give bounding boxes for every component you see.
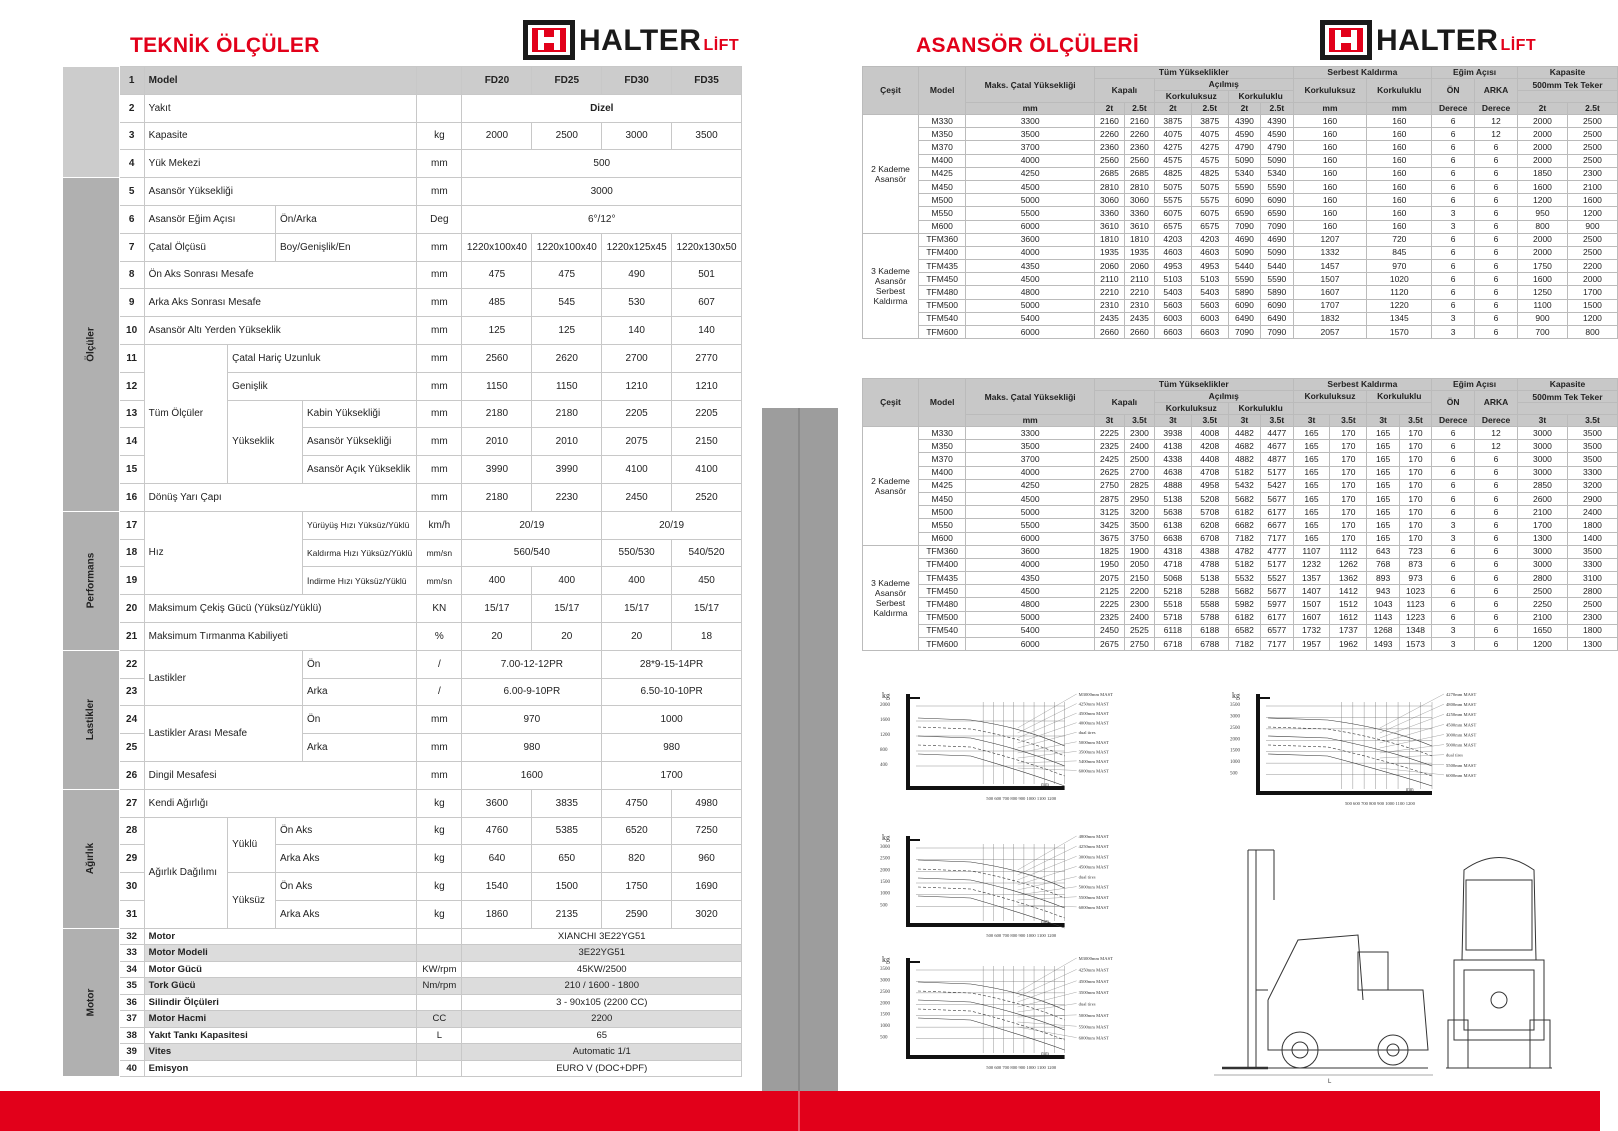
y-tick-label: 1000 — [880, 1024, 890, 1030]
load-chart-1 — [880, 688, 1150, 818]
y-tick-label: 1500 — [1230, 748, 1240, 754]
mast-label: 4500mm MAST — [1446, 722, 1477, 728]
mast-row: M370 3700 2425 2500 4338 4408 4882 4877 165 170 165 170 6 6 3000 3500 — [863, 453, 1618, 466]
load-curve — [918, 745, 1065, 776]
mast-label: 3000mm MAST — [1446, 732, 1477, 738]
section-agirlik: Ağırlık — [63, 789, 120, 928]
mast-row: TFM400 4000 1935 1935 4603 4603 5090 5090 1332 845 6 6 2000 2500 — [863, 246, 1618, 259]
section-performans: Performans — [63, 511, 120, 650]
x-tick-labels: 500 600 700 800 900 1000 1100 1200 — [986, 933, 1057, 938]
y-tick-label: 1600 — [880, 718, 890, 723]
y-tick-label: 3500 — [880, 967, 890, 972]
y-tick-label: 1200 — [880, 733, 890, 738]
chart-mm-label: mm — [1041, 1052, 1049, 1057]
y-tick-label: 1500 — [880, 1012, 890, 1018]
fork-outline — [908, 836, 1065, 925]
mast-row: TFM540 5400 2435 2435 6003 6003 6490 6490 1832 1345 3 6 900 1200 — [863, 312, 1618, 325]
motor-row: 34 Motor Gücü KW/rpm 45KW/2500 — [63, 961, 742, 978]
load-chart-3 — [880, 830, 1150, 955]
mast-row: M450 4500 2875 2950 5138 5208 5682 5677 165 170 165 170 6 6 2600 2900 — [863, 492, 1618, 505]
chart-mm-label: mm — [1041, 783, 1049, 788]
mast-label: 3500mm MAST — [1078, 749, 1109, 755]
mast-label: 5500mm MAST — [1446, 762, 1477, 768]
mast-row: TFM540 5400 2450 2525 6118 6188 6582 6577 1732 1737 1268 1348 3 6 1650 1800 — [863, 624, 1618, 637]
load-chart-4 — [880, 952, 1150, 1087]
mast-label: dual tires — [1078, 874, 1096, 880]
motor-row: 37 Motor Hacmi CC 2200 — [63, 1011, 742, 1028]
mast-row: M350 3500 2260 2260 4075 4075 4590 4590 160 160 6 12 2000 2500 — [863, 128, 1618, 141]
y-tick-label: 2500 — [880, 989, 890, 995]
mast-row: TFM450 4500 2125 2200 5218 5288 5682 5677 1407 1412 943 1023 6 6 2500 2800 — [863, 585, 1618, 598]
mast-row: TFM435 4350 2060 2060 4953 4953 5440 5440 1457 970 6 6 1750 2200 — [863, 260, 1618, 273]
y-tick-label: 1000 — [1230, 760, 1240, 766]
mast-row: TFM400 4000 1950 2050 4718 4788 5182 5177 1232 1262 768 873 6 6 3000 3300 — [863, 558, 1618, 571]
mast-label: dual tires — [1446, 752, 1463, 758]
forklift-rear-view-drawing — [1444, 840, 1554, 1085]
y-tick-label: 1500 — [880, 880, 890, 885]
x-tick-labels: 500 600 700 800 900 1000 1100 1200 — [986, 796, 1057, 801]
mast-label: 6000mm MAST — [1446, 772, 1477, 778]
mast-row: TFM450 4500 2110 2110 5103 5103 5590 5590 1507 1020 6 6 1600 2000 — [863, 273, 1618, 286]
bottom-red-bar — [0, 1091, 1600, 1131]
mast-row: M370 3700 2360 2360 4275 4275 4790 4790 160 160 6 6 2000 2500 — [863, 141, 1618, 154]
chart-kg-label: kg — [882, 833, 890, 842]
mast-label: 4500mm MAST — [1078, 864, 1109, 870]
mast-label: 5000mm MAST — [1078, 739, 1109, 745]
load-curve — [918, 869, 1065, 898]
mast-row: M425 4250 2750 2825 4888 4958 5432 5427 165 170 165 170 6 6 2850 3200 — [863, 479, 1618, 492]
mast-row: TFM500 5000 2325 2400 5718 5788 6182 6177 1607 1612 1143 1223 6 6 2100 2300 — [863, 611, 1618, 624]
y-tick-label: 2500 — [1230, 725, 1240, 731]
y-tick-label: 2000 — [1230, 737, 1240, 743]
halter-logo-right: HALTER LİFT — [1320, 20, 1540, 62]
chart-mm-label: mm — [1405, 788, 1414, 793]
mast-label: M3000mm MAST — [1078, 692, 1113, 697]
y-tick-label: 3000 — [880, 978, 890, 984]
mast-row: M600 6000 3610 3610 6575 6575 7090 7090 160 160 3 6 800 900 — [863, 220, 1618, 233]
mast-label: 4250mm MAST — [1446, 712, 1477, 718]
mast-label: 4270mm MAST — [1446, 692, 1477, 697]
load-curve — [918, 1009, 1065, 1040]
motor-row: 40 Emisyon EURO V (DOC+DPF) — [63, 1060, 742, 1077]
y-tick-label: 500 — [1230, 771, 1238, 777]
mast-label: 3000mm MAST — [1078, 854, 1109, 860]
load-curve — [918, 860, 1065, 888]
y-tick-label: 2500 — [880, 856, 890, 862]
y-tick-label: 2000 — [880, 1001, 890, 1007]
load-curve — [918, 1018, 1065, 1050]
fork-outline — [908, 694, 1065, 788]
motor-row: 38 Yakıt Tankı Kapasitesi L 65 — [63, 1027, 742, 1044]
mast-label: 5500mm MAST — [1078, 894, 1109, 900]
mast-row: M500 5000 3125 3200 5638 5708 6182 6177 165 170 165 170 6 6 2100 2400 — [863, 506, 1618, 519]
mast-row: M550 5500 3360 3360 6075 6075 6590 6590 160 160 3 6 950 1200 — [863, 207, 1618, 220]
motor-row: 36 Silindir Ölçüleri 3 - 90x105 (2200 CC) — [63, 994, 742, 1011]
mast-row: TFM435 4350 2075 2150 5068 5138 5532 5527 1357 1362 893 973 6 6 2800 3100 — [863, 572, 1618, 585]
load-curve — [918, 727, 1065, 756]
mast-label: 5000mm MAST — [1078, 1012, 1109, 1018]
mast-label: 3500mm MAST — [1078, 990, 1109, 996]
mast-row: 2 Kademe Asansör M330 3300 2160 2160 3875 3875 4390 4390 160 160 6 12 2000 2500 — [863, 115, 1618, 128]
y-tick-label: 2000 — [880, 868, 890, 874]
load-curve — [1268, 736, 1432, 766]
mast-row: TFM600 6000 2675 2750 6718 6788 7182 7177 1957 1962 1493 1573 3 6 1200 1300 — [863, 638, 1618, 651]
section-motor: Motor — [63, 928, 120, 1077]
motor-row: 35 Tork Gücü Nm/rpm 210 / 1600 - 1800 — [63, 978, 742, 995]
mast-label: 4500mm MAST — [1078, 978, 1109, 984]
load-curve — [918, 887, 1065, 918]
y-tick-label: 3000 — [880, 845, 890, 850]
mast-row: M500 5000 3060 3060 5575 5575 6090 6090 160 160 6 6 1200 1600 — [863, 194, 1618, 207]
y-tick-label: 1000 — [880, 891, 890, 897]
mast-row: M425 4250 2685 2685 4825 4825 5340 5340 160 160 6 6 1850 2300 — [863, 167, 1618, 180]
svg-text:L: L — [1328, 1079, 1332, 1085]
x-tick-labels: 500 600 700 800 900 1000 1100 1200 — [986, 1065, 1057, 1070]
x-tick-labels: 500 600 700 800 900 1000 1100 1200 — [1345, 801, 1415, 806]
load-curve — [1268, 718, 1432, 746]
y-tick-label: 2000 — [880, 703, 890, 708]
y-tick-label: 3000 — [1230, 714, 1240, 720]
forklift-side-view-drawing — [1208, 840, 1440, 1085]
mast-row: TFM480 4800 2225 2300 5518 5588 5982 5977 1507 1512 1043 1123 6 6 2250 2500 — [863, 598, 1618, 611]
mast-label: 6000mm MAST — [1078, 904, 1109, 910]
motor-row: Motor 32 Motor XIANCHI 3E22YG51 — [63, 928, 742, 945]
section-lastikler: Lastikler — [63, 650, 120, 789]
mast-label: 4000mm MAST — [1078, 720, 1109, 726]
mast-row: 2 Kademe Asansör M330 3300 2225 2300 3938 4008 4482 4477 165 170 165 170 6 12 3000 3500 — [863, 427, 1618, 440]
mast-row: M400 4000 2625 2700 4638 4708 5182 5177 165 170 165 170 6 6 3000 3300 — [863, 466, 1618, 479]
mast-label: 5500mm MAST — [1078, 1024, 1109, 1030]
chart-kg-label: kg — [1232, 691, 1240, 700]
mast-row: 3 Kademe Asansör Serbest Kaldırma TFM360 3600 1825 1900 4318 4388 4782 4777 1107 1112 643 723 6 6 3000 3500 — [863, 545, 1618, 558]
y-tick-label: 500 — [880, 1035, 888, 1041]
halter-logo-icon — [1320, 20, 1372, 60]
load-curve — [1268, 745, 1432, 776]
mast-table-3-3.5t: Çeşit Model Maks. Çatal Yüksekliği Tüm Yükseklikler Serbest Kaldırma Eğim Açısı Kapasite Kapalı Açılmış Korkuluksuz Korkuluklu ÖN ARKA 500mm Tek Teker Korkuluksuz Korkuluklu mm 3t 3.5t 3t 3.5t 3t 3.5t 3t 3.5t 3t 3.5t Derece Derece 3t 3.5t 2 Kademe Asansör M330 3300 2225 2300 3938 4008 4482 4477 165 170 165 170 6 12 3000 3500 M350 3500 2325 2400 4138 4208 4682 4677 165 170 165 170 6 12 3000 3500 M370 3700 2425 2500 4338 4408 4882 4877 165 170 165 170 6 6 3000 3500 M400 4000 2625 2700 4638 4708 5182 5177 165 170 165 170 6 6 3000 3300 M425 4250 2750 2825 4888 4958 5432 5427 165 170 165 170 6 6 2850 3200 M450 4500 2875 2950 5138 5208 5682 5677 165 170 165 170 6 6 2600 2900 M500 5000 3125 3200 5638 5708 6182 6177 165 170 165 170 6 6 2100 2400 M550 5500 3425 3500 6138 6208 6682 6677 165 170 165 170 3 6 1700 1800 M600 6000 3675 3750 6638 6708 7182 7177 165 170 165 170 3 6 1300 1400 3 Kademe Asansör Serbest Kaldırma TFM360 3600 1825 1900 4318 4388 4782 4777 1107 1112 643 723 6 6 3000 3500 TFM400 4000 1950 2050 4718 4788 5182 5177 1232 1262 768 873 6 6 3000 3300 TFM435 4350 2075 2150 5068 5138 5532 5527 1357 1362 893 973 6 6 2800 3100 TFM450 4500 2125 2200 5218 5288 5682 5677 1407 1412 943 1023 6 6 2500 2800 TFM480 4800 2225 2300 5518 5588 5982 5977 1507 1512 1043 1123 6 6 2250 2500 TFM500 5000 2325 2400 5718 5788 6182 6177 1607 1612 1143 1223 6 6 2100 2300 TFM540 5400 2450 2525 6118 6188 6582 6577 1732 1737 1268 1348 3 6 1650 1800 TFM600 6000 2675 2750 6718 6788 7182 7177 1957 1962 1493 1573 3 6 1200 1300 — [862, 378, 1618, 651]
mast-row: M550 5500 3425 3500 6138 6208 6682 6677 165 170 165 170 3 6 1700 1800 — [863, 519, 1618, 532]
mast-label: 5000mm MAST — [1446, 742, 1477, 748]
mast-label: 4800mm MAST — [1078, 834, 1109, 839]
mast-label: dual tires — [1078, 730, 1096, 736]
motor-row: 39 Vites Automatic 1/1 — [63, 1044, 742, 1061]
mast-label: dual tires — [1078, 1001, 1096, 1007]
mast-label: 6000mm MAST — [1078, 1035, 1109, 1041]
load-chart-2 — [1230, 688, 1530, 823]
mast-row: M350 3500 2325 2400 4138 4208 4682 4677 165 170 165 170 6 12 3000 3500 — [863, 440, 1618, 453]
load-curve — [918, 718, 1065, 746]
chart-kg-label: kg — [882, 691, 890, 700]
y-tick-label: 500 — [880, 903, 888, 909]
right-title: ASANSÖR ÖLÇÜLERİ — [916, 34, 1139, 57]
load-curve — [1268, 754, 1432, 786]
chart-kg-label: kg — [882, 955, 890, 964]
motor-row: 33 Motor Modeli 3E22YG51 — [63, 945, 742, 962]
y-tick-label: 800 — [880, 748, 888, 753]
technical-spec-table: 1 Model FD20 FD25 FD30 FD35 2 Yakıt Dizel 3 Kapasite kg 2000 2500 3000 3500 4 Yük Mekezi mm 500 Ölçüler 5 Asansör Yüksekliği mm 3000 6 Asansör Eğim Açısı Ön/Arka Deg 6°/12° 7 Çatal Ölçüsü Boy/Genişlik/En mm 1220x100x40 1220x100x40 1220x125x45 1220x130x50 8 Ön Aks Sonrası Mesafe mm 475 475 490 501 9 Arka Aks Sonrası Mesafe mm 485 545 530 607 10 Asansör Altı Yerden Yükseklik mm 125 125 140 140 11 Tüm Ölçüler Çatal Hariç Uzunluk mm 2560 2620 2700 2770 12 Genişlik mm 1150 1150 1210 1210 13 Yükseklik Kabin Yüksekliği mm 2180 2180 2205 2205 14 Asansör Yüksekliği mm 2010 2010 2075 2150 15 Asansör Açık Yükseklik mm 3990 3990 4100 4100 16 Dönüş Yarı Çapı mm 2180 2230 2450 2520 Performans 17 Hız Yürüyüş Hızı Yüksüz/Yüklü km/h 20/19 20/19 18 Kaldırma Hızı Yüksüz/Yüklü mm/sn 560/540 550/530 540/520 19 İndirme Hızı Yüksüz/Yüklü mm/sn 400 400 400 450 20 Maksimum Çekiş Gücü (Yüksüz/Yüklü) KN 15/17 15/17 15/17 15/17 21 Maksimum Tırmanma Kabiliyeti % 20 20 20 18 Lastikler 22 Lastikler Ön / 7.00-12-12PR 28*9-15-14PR 23 Arka / 6.00-9-10PR 6.50-10-10PR 24 Lastikler Arası Mesafe Ön mm 970 1000 25 Arka mm 980 980 26 Dingil Mesafesi mm 1600 1700 Ağırlık 27 Kendi Ağırlığı kg 3600 3835 4750 4980 28 Ağırlık Dağılımı Yüklü Ön Aks kg 4760 5385 6520 7250 29 Arka Aks kg 640 650 820 960 30 Yüksüz Ön Aks kg 1540 1500 1750 1690 31 Arka Aks kg 1860 2135 2590 3020 Motor 32 Motor XIANCHI 3E22YG51 33 Motor Modeli 3E22YG51 34 Motor Gücü KW/rpm 45KW/2500 35 Tork Gücü Nm/rpm 210 / 1600 - 1800 36 Silindir Ölçüleri 3 - 90x105 (2200 CC) 37 Motor Hacmi CC 2200 38 Yakıt Tankı Kapasitesi L 65 39 Vites Automatic 1/1 40 Emisyon EURO V (DOC+DPF) — [62, 66, 742, 1077]
mast-row: TFM500 5000 2310 2310 5603 5603 6090 6090 1707 1220 6 6 1100 1500 — [863, 299, 1618, 312]
load-curve — [918, 754, 1065, 786]
mast-label: M3000mm MAST — [1078, 956, 1113, 961]
y-tick-label: 400 — [880, 763, 888, 768]
spine-stripe — [762, 408, 838, 1091]
mast-row: TFM600 6000 2660 2660 6603 6603 7090 7090 2057 1570 3 6 700 800 — [863, 326, 1618, 339]
mast-label: 6000mm MAST — [1078, 768, 1109, 774]
mast-row: M450 4500 2810 2810 5075 5075 5590 5590 160 160 6 6 1600 2100 — [863, 180, 1618, 193]
section-olculer: Ölçüler — [63, 178, 120, 512]
y-tick-label: 3500 — [1230, 703, 1240, 708]
mast-row: TFM480 4800 2210 2210 5403 5403 5890 5890 1607 1120 6 6 1250 1700 — [863, 286, 1618, 299]
load-curve — [918, 1000, 1065, 1030]
chart-mm-label: mm — [1041, 920, 1049, 925]
halter-logo-icon — [523, 20, 575, 60]
mast-label: 4500mm MAST — [1078, 711, 1109, 717]
mast-table-2-2.5t: Çeşit Model Maks. Çatal Yüksekliği Tüm Yükseklikler Serbest Kaldırma Eğim Açısı Kapasite Kapalı Açılmış Korkuluksuz Korkuluklu ÖN ARKA 500mm Tek Teker Korkuluksuz Korkuluklu mm 2t 2.5t 2t 2.5t 2t 2.5t mm mm Derece Derece 2t 2.5t 2 Kademe Asansör M330 3300 2160 2160 3875 3875 4390 4390 160 160 6 12 2000 2500 M350 3500 2260 2260 4075 4075 4590 4590 160 160 6 12 2000 2500 M370 3700 2360 2360 4275 4275 4790 4790 160 160 6 6 2000 2500 M400 4000 2560 2560 4575 4575 5090 5090 160 160 6 6 2000 2500 M425 4250 2685 2685 4825 4825 5340 5340 160 160 6 6 1850 2300 M450 4500 2810 2810 5075 5075 5590 5590 160 160 6 6 1600 2100 M500 5000 3060 3060 5575 5575 6090 6090 160 160 6 6 1200 1600 M550 5500 3360 3360 6075 6075 6590 6590 160 160 3 6 950 1200 M600 6000 3610 3610 6575 6575 7090 7090 160 160 3 6 800 900 3 Kademe Asansör Serbest Kaldırma TFM360 3600 1810 1810 4203 4203 4690 4690 1207 720 6 6 2000 2500 TFM400 4000 1935 1935 4603 4603 5090 5090 1332 845 6 6 2000 2500 TFM435 4350 2060 2060 4953 4953 5440 5440 1457 970 6 6 1750 2200 TFM450 4500 2110 2110 5103 5103 5590 5590 1507 1020 6 6 1600 2000 TFM480 4800 2210 2210 5403 5403 5890 5890 1607 1120 6 6 1250 1700 TFM500 5000 2310 2310 5603 5603 6090 6090 1707 1220 6 6 1100 1500 TFM540 5400 2435 2435 6003 6003 6490 6490 1832 1345 3 6 900 1200 TFM600 6000 2660 2660 6603 6603 7090 7090 2057 1570 3 6 700 800 — [862, 66, 1618, 339]
mast-label: 5400mm MAST — [1078, 758, 1109, 764]
halter-logo-left: HALTER LİFT — [523, 20, 743, 62]
load-curve — [918, 982, 1065, 1010]
mast-label: 4250mm MAST — [1078, 844, 1109, 850]
mast-label: 4250mm MAST — [1078, 967, 1109, 973]
mast-row: 3 Kademe Asansör Serbest Kaldırma TFM360 3600 1810 1810 4203 4203 4690 4690 1207 720 6 6 2000 2500 — [863, 233, 1618, 246]
mast-label: 5000mm MAST — [1078, 884, 1109, 890]
left-title: TEKNİK ÖLÇÜLER — [130, 34, 320, 57]
load-curve — [918, 878, 1065, 908]
mast-row: M600 6000 3675 3750 6638 6708 7182 7177 165 170 165 170 3 6 1300 1400 — [863, 532, 1618, 545]
mast-row: M400 4000 2560 2560 4575 4575 5090 5090 160 160 6 6 2000 2500 — [863, 154, 1618, 167]
mast-label: 4250mm MAST — [1078, 701, 1109, 707]
mast-label: 4800mm MAST — [1446, 702, 1477, 708]
